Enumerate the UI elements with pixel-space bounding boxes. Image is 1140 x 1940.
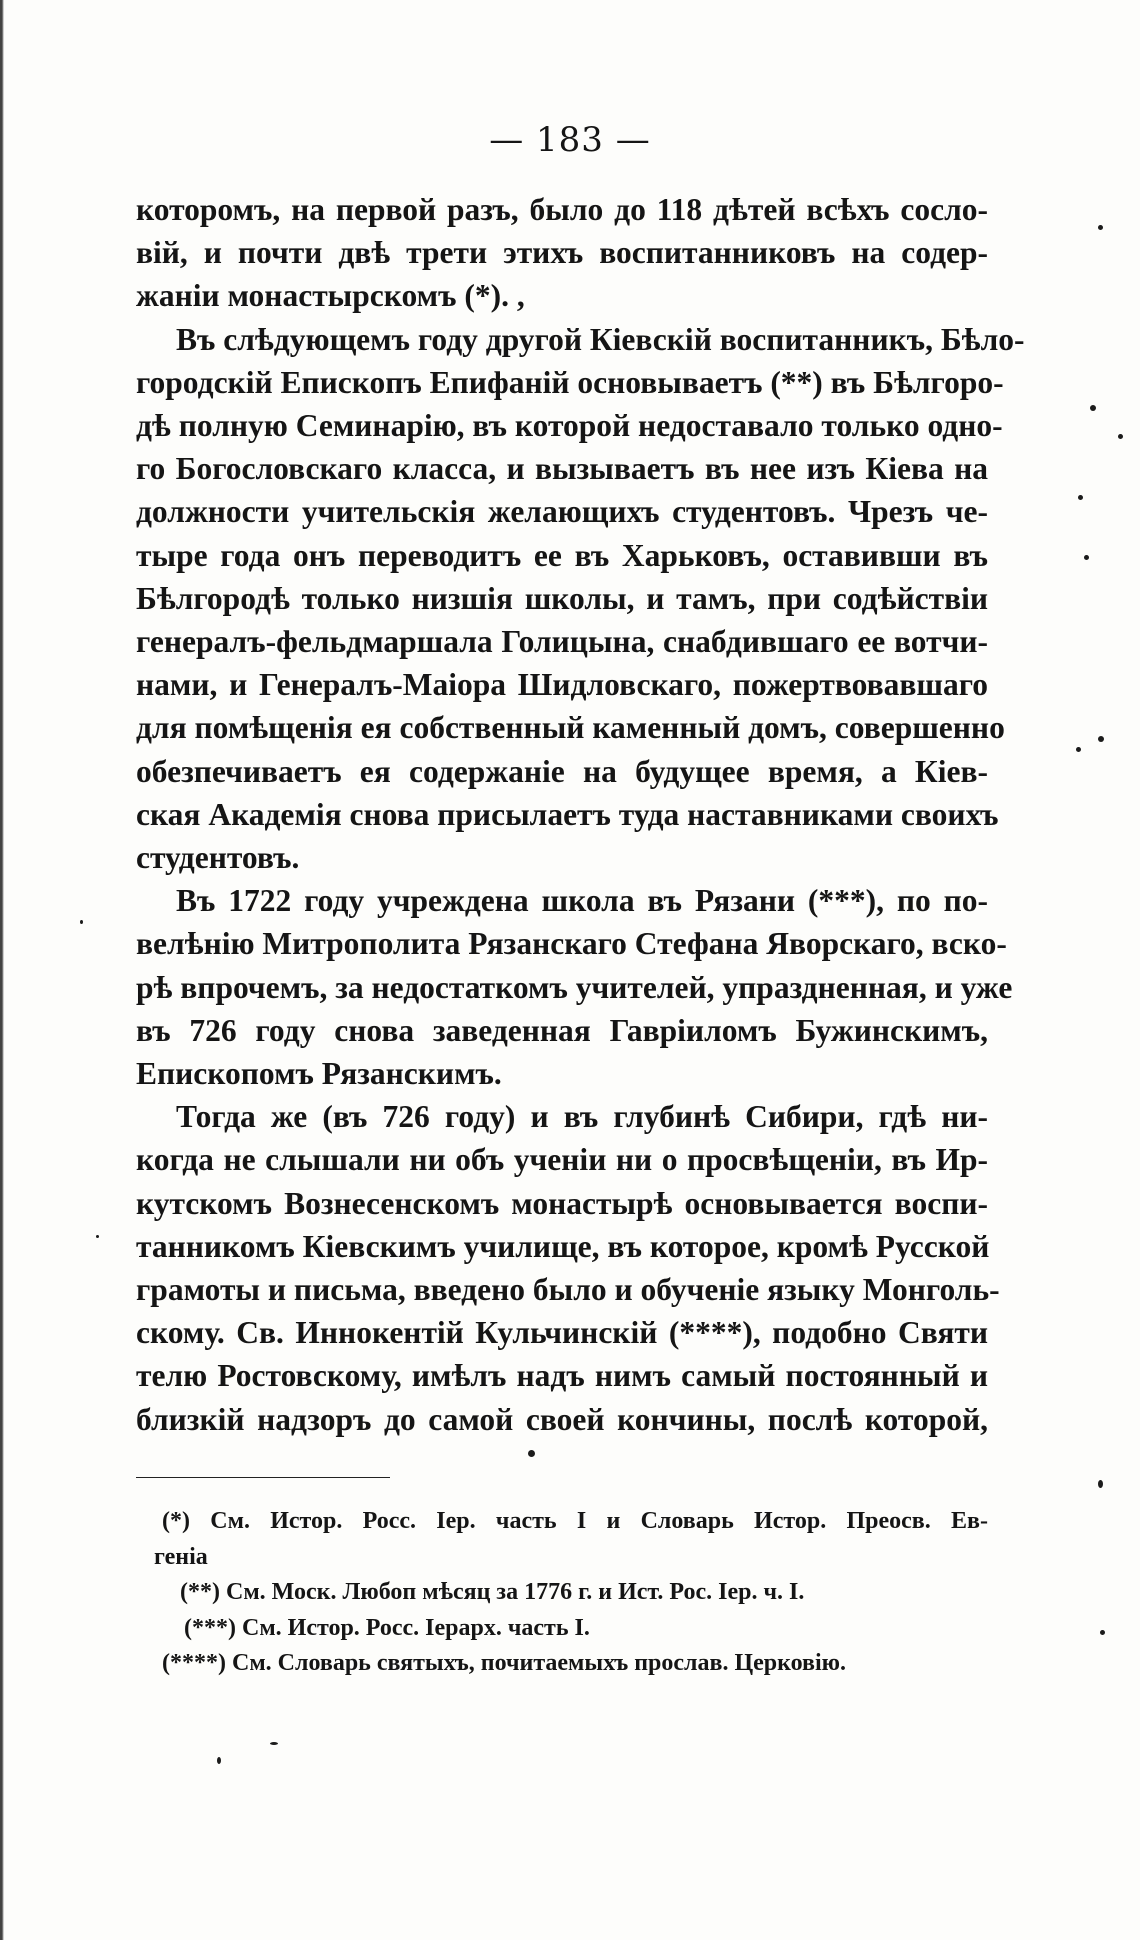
scan-speck [217, 1757, 221, 1764]
text-line: должности учительскія желающихъ студентовъ. Чрезъ че- [136, 494, 988, 530]
text-line: Епископомъ Рязанскимъ. [136, 1056, 502, 1092]
footnote-rule [136, 1477, 390, 1478]
paragraph-3 [136, 879, 1013, 1095]
text-line: велѣнію Митрополита Рязанскаго Стефана Яворскаго, вско- [136, 926, 1007, 962]
footnotes [154, 1504, 988, 1682]
scan-speck [80, 920, 83, 924]
text-line: которомъ, на первой разъ, было до 118 дѣтей всѣхъ сосло- [136, 192, 988, 227]
text-line: Въ 1722 году учреждена школа въ Рязани (***), по по- [176, 883, 988, 919]
text-line: тыре года онъ переводитъ ее въ Харьковъ, оставивши въ [136, 537, 988, 573]
scan-speck [1084, 555, 1089, 560]
scan-speck [1098, 1480, 1103, 1488]
scan-speck [1100, 1630, 1105, 1635]
scan-speck [1076, 747, 1081, 752]
text-line: танникомъ Кіевскимъ училище, въ которое, кромѣ Русской [136, 1228, 990, 1264]
text-line: Тогда же (въ 726 году) и въ глубинѣ Сибири, гдѣ ни- [176, 1099, 988, 1135]
scan-speck [1078, 495, 1083, 500]
text-line: кутскомъ Вознесенскомъ монастырѣ основывается воспи- [136, 1185, 988, 1221]
text-line: Бѣлгородѣ только низшія школы, и тамъ, при содѣйствіи [136, 580, 988, 616]
binding-edge [0, 0, 6, 1940]
scan-speck [1118, 434, 1123, 439]
scan-speck [1098, 736, 1104, 742]
text-line: городскій Епископъ Епифаній основываетъ (**) въ Бѣлгоро- [136, 364, 1004, 400]
text-line: жаніи монастырскомъ (*). , [136, 278, 525, 314]
footnote-2: (**) См. Моск. Любоп мѣсяц за 1776 г. и Ист. Рос. Іер. ч. I. [180, 1579, 805, 1605]
paragraph-2 [136, 318, 1025, 880]
text-line: нами, и Генералъ-Маіора Шидловскаго, пожертвовавшаго [136, 667, 988, 703]
scan-speck [270, 1742, 278, 1745]
paragraph-1 [136, 188, 988, 318]
text-line: для помѣщенія ея собственный каменный домъ, совершенно [136, 710, 1005, 746]
text-line: обезпечиваетъ ея содержаніе на будущее время, а Кіев- [136, 753, 988, 789]
scan-speck [1098, 225, 1103, 230]
scan-speck [1090, 405, 1096, 411]
text-line: го Богословскаго класса, и вызываетъ въ нее изъ Кіева на [136, 451, 988, 487]
text-line: рѣ впрочемъ, за недостаткомъ учителей, упраздненная, и уже [136, 969, 1013, 1005]
text-line: когда не слышали ни объ ученіи ни о просвѣщеніи, въ Ир- [136, 1142, 988, 1178]
text-line: скому. Св. Иннокентій Кульчинскій (****), подобно Святи [136, 1315, 988, 1351]
text-line: Въ слѣдующемъ году другой Кіевскій воспитанникъ, Бѣло- [176, 321, 1025, 357]
footnote-1-continuation: геніа [154, 1543, 208, 1570]
text-line: вій, и почти двѣ трети этихъ воспитанниковъ на содер- [136, 235, 988, 271]
footnote-3: (***) См. Истор. Росс. Іерарх. часть I. [184, 1614, 590, 1641]
main-text [136, 188, 1025, 1441]
text-line: студентовъ. [136, 840, 300, 876]
scan-speck [96, 1235, 99, 1238]
text-line: въ 726 году снова заведенная Гавріиломъ Бужинскимъ, [136, 1012, 988, 1048]
footnote-4: (****) См. Словарь святыхъ, почитаемыхъ прослав. Церковію. [162, 1650, 847, 1676]
text-line: телю Ростовскому, имѣлъ надъ нимъ самый постоянный и [136, 1358, 988, 1394]
scan-speck [528, 1450, 535, 1457]
text-line: близкій надзоръ до самой своей кончины, послѣ которой, [136, 1401, 988, 1437]
text-line: дѣ полную Семинарію, въ которой недоставало только одно- [136, 408, 1003, 444]
page-number: — 183 — [489, 120, 651, 160]
footnote-1: (*) См. Истор. Росс. Іер. часть I и Словарь Истор. Преосв. Ев- [162, 1508, 988, 1534]
text-line: ская Академія снова присылаетъ туда наставниками своихъ [136, 796, 999, 832]
paragraph-4 [136, 1095, 1000, 1441]
text-line: грамоты и письма, введено было и обученіе языку Монголь- [136, 1272, 1000, 1308]
text-line: генералъ-фельдмаршала Голицына, снабдившаго ее вотчи- [136, 624, 988, 660]
